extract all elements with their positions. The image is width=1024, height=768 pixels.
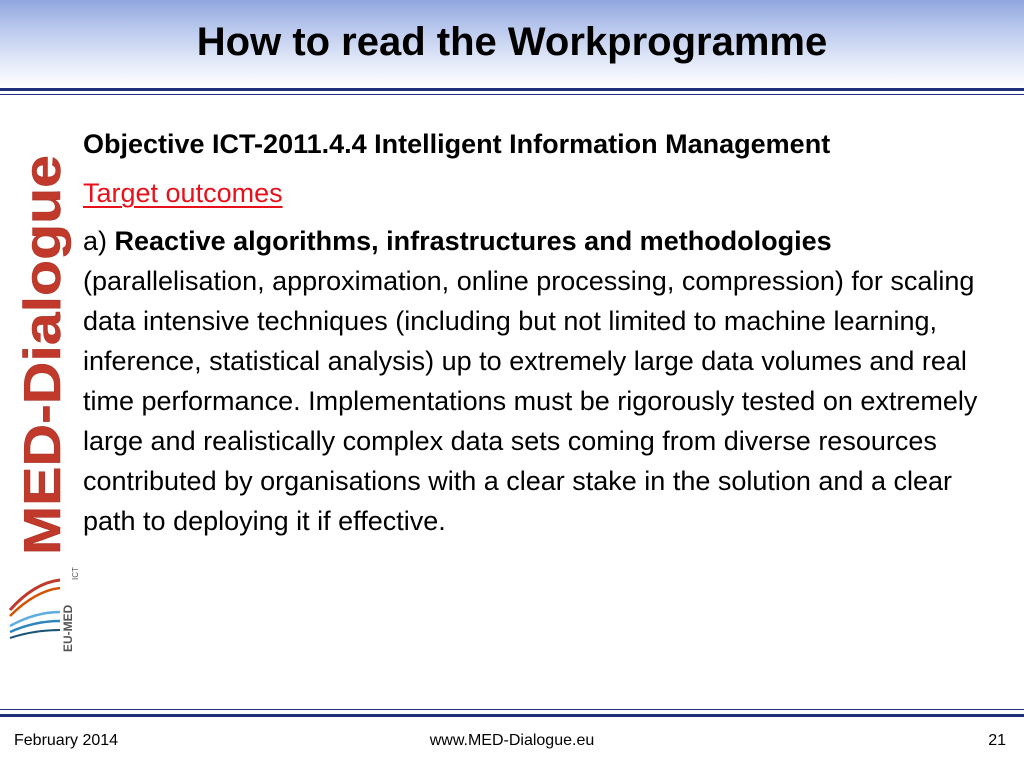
med-dialogue-logo [6, 140, 78, 660]
logo-sub-small-text: ICT [71, 567, 80, 580]
footer-date: February 2014 [14, 732, 119, 749]
slide-title: How to read the Workprogramme [196, 20, 828, 64]
item-description: (parallelisation, approximation, online processing, compression) for scaling data intensive techniques (including but not limited to machine learning, inference, statistical analysis) up to extremely large data volumes and real time performance. Implementations must be rigorously tested on extremely large and realistically complex data sets coming from diverse resources contributed by organisations with a clear stake in the solution and a clear path to deploying it if effective. [83, 266, 978, 536]
target-outcomes-heading: Target outcomes [83, 178, 283, 208]
header-divider-thin [0, 94, 1024, 95]
item-marker: a) [83, 226, 108, 256]
logo-sub-text: EU-MED [61, 604, 75, 652]
item-bold-title: Reactive algorithms, infrastructures and methodologies [114, 226, 832, 256]
slide-body [83, 124, 1008, 549]
footer-divider-thin [0, 709, 1024, 710]
footer-url: www.MED-Dialogue.eu [429, 732, 595, 749]
footer-page-number: 21 [988, 732, 1006, 749]
header-divider [0, 88, 1024, 91]
section-heading-wrap [83, 173, 1008, 213]
footer-divider [0, 714, 1024, 717]
outcome-item-a [83, 221, 1008, 541]
logo-brand-text: MED-Dialogue [14, 202, 72, 555]
logo-graphic [6, 140, 78, 660]
swoosh-icon [10, 580, 60, 638]
objective-heading: Objective ICT-2011.4.4 Intelligent Information Management [83, 129, 831, 159]
